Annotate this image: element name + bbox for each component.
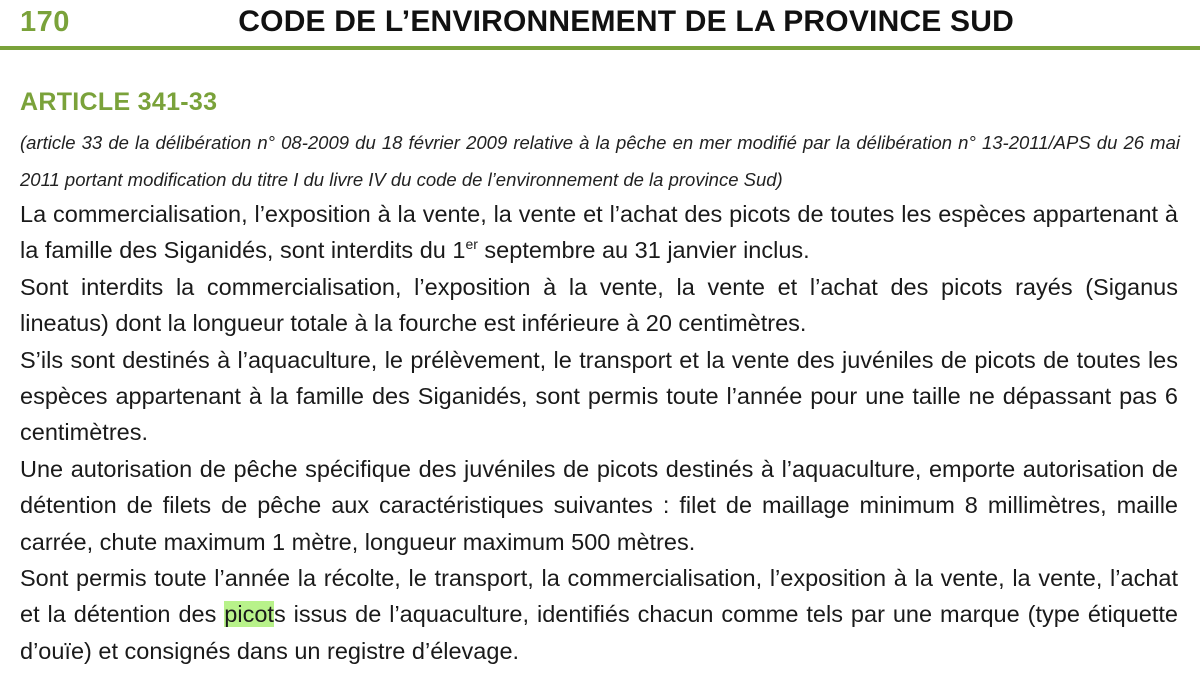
paragraph-1 (20, 196, 1178, 269)
paragraph-5-text: Sont permis toute l’année la récolte, le transport, la commercialisation, l’exposition à la vente, la vente, l’achat et la détention des (20, 565, 1178, 628)
paragraph-1-text: La commercialisation, l’exposition à la vente, la vente et l’achat des picots de toutes les espèces appartenant à la famille des Siganidés, sont interdits du 1 (20, 201, 1178, 264)
running-title: CODE DE L’ENVIRONNEMENT DE LA PROVINCE SUD (238, 5, 1014, 38)
paragraph-4: Une autorisation de pêche spécifique des juvéniles de picots destinés à l’aquaculture, emporte autorisation de détention de filets de pêche aux caractéristiques suivantes : filet de maillage minimum 8 millimètres, maille carrée, chute maximum 1 mètre, longueur maximum 500 mètres. (20, 455, 1178, 555)
paragraph-1-text-end: septembre au 31 janvier inclus. (477, 237, 810, 264)
paragraph-5-text-end: s issus de l’aquaculture, identifiés chacun comme tels par une marque (type étiquette d’ouïe) et consignés dans un registre d’élevage. (20, 601, 1178, 664)
page-header (0, 0, 1200, 50)
article-heading: ARTICLE 341-33 (20, 88, 218, 116)
paragraph-2: Sont interdits la commercialisation, l’exposition à la vente, la vente et l’achat des picots rayés (Siganus lineatus) dont la longueur totale à la fourche est inférieure à 20 centimètres. (20, 273, 1178, 337)
article-body (20, 196, 1178, 669)
source-note: (article 33 de la délibération n° 08-2009 du 18 février 2009 relative à la pêche en mer modifié par la délibération n° 13-2011/APS du 26 mai 2011 portant modification du titre I du livre IV du code de l’environnement de la province Sud) (20, 132, 1180, 190)
page-number: 170 (20, 6, 70, 38)
paragraph-5 (20, 560, 1178, 669)
paragraph-3: S’ils sont destinés à l’aquaculture, le prélèvement, le transport et la vente des juvéniles de picots de toutes les espèces appartenant à la famille des Siganidés, sont permis toute l’année pour une taille ne dépassant pas 6 centimètres. (20, 346, 1178, 446)
search-highlight[interactable]: picot (224, 601, 274, 628)
ordinal-superscript: er (465, 236, 478, 253)
